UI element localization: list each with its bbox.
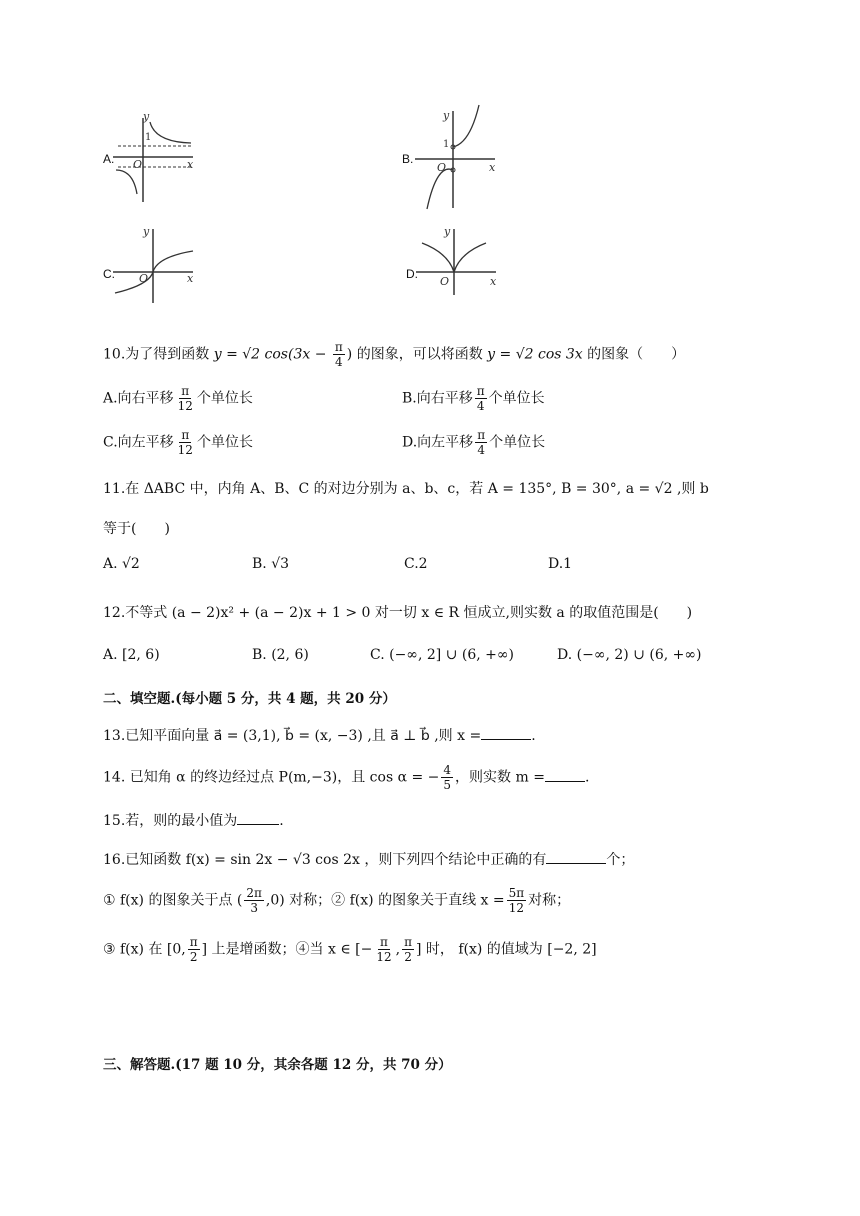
hyperbola-graph-icon bbox=[113, 110, 208, 205]
q12-option-c: C. (−∞, 2] ∪ (6, +∞) bbox=[370, 647, 514, 663]
q10-option-d: D.向左平移 $\frac{\pi}{4}$ 个单位长 bbox=[402, 428, 546, 457]
cuberoot-graph-icon bbox=[113, 225, 208, 305]
q10-option-b: B.向右平移 $\frac{\pi}{4}$ 个单位长 bbox=[402, 384, 545, 413]
question-16-line2: ① f(x) 的图象关于点 ( $\frac{2\pi}{3}$ ,0) 对称；② f(x) 的图象关于直线 x = $\frac{5\pi}{12}$ 对称； bbox=[103, 886, 571, 915]
svg-text:x: x bbox=[187, 158, 194, 171]
sqrt-abs-graph-icon bbox=[416, 225, 511, 305]
q10-option-c: C.向左平移 $\frac{\pi}{12}$ 个单位长 bbox=[103, 428, 253, 457]
svg-text:1: 1 bbox=[145, 132, 152, 143]
svg-text:y: y bbox=[444, 225, 451, 238]
svg-text:O: O bbox=[437, 161, 447, 174]
answer-blank[interactable] bbox=[545, 767, 585, 782]
question-14: 14. 已知角 α 的终边经过点 P(m,−3)，且 cos α = − $\frac{4}{5}$ ，则实数 m = . bbox=[103, 763, 590, 792]
svg-text:x: x bbox=[489, 161, 496, 174]
q11-option-d: D.1 bbox=[548, 556, 573, 572]
section-2-heading: 二、填空题.(每小题 5 分，共 4 题，共 20 分） bbox=[103, 691, 396, 707]
question-13: 13.已知平面向量 a⃗ = (3,1), b⃗ = (x, −3) ,且 a⃗ ⊥ b⃗ ,则 x = . bbox=[103, 725, 536, 745]
question-12: 12.不等式 (a − 2)x² + (a − 2)x + 1 > 0 对一切 x ∈ R 恒成立,则实数 a 的取值范围是( ) bbox=[103, 605, 693, 621]
q12-option-a: A. [2, 6) bbox=[103, 647, 160, 663]
svg-text:y: y bbox=[443, 109, 450, 122]
option-c-label: C. bbox=[103, 267, 115, 281]
option-b-label: B. bbox=[402, 152, 414, 166]
cubic-graph-icon bbox=[415, 103, 510, 213]
svg-text:x: x bbox=[490, 275, 497, 288]
svg-text:1: 1 bbox=[443, 139, 450, 150]
question-11-line2: 等于( ) bbox=[103, 521, 170, 537]
answer-blank[interactable] bbox=[481, 725, 531, 740]
question-16-line1: 16.已知函数 f(x) = sin 2x − √3 cos 2x ，则下列四个结论中正确的有 个； bbox=[103, 849, 634, 869]
answer-blank[interactable] bbox=[237, 810, 279, 825]
section-3-heading: 三、解答题.(17 题 10 分，其余各题 12 分，共 70 分） bbox=[103, 1057, 452, 1073]
question-10: 10.为了得到函数 y = √2 cos(3x − $\frac{\pi}{4}$ ) 的图象，可以将函数 y = √2 cos 3x 的图象（ ） bbox=[103, 340, 686, 369]
svg-text:y: y bbox=[143, 110, 150, 123]
q10-option-a: A.向右平移 $\frac{\pi}{12}$ 个单位长 bbox=[103, 384, 253, 413]
svg-text:y: y bbox=[143, 225, 150, 238]
option-a-label: A. bbox=[103, 152, 115, 166]
answer-blank[interactable] bbox=[546, 849, 606, 864]
q11-option-c: C.2 bbox=[404, 556, 428, 572]
svg-text:x: x bbox=[187, 272, 194, 285]
svg-text:O: O bbox=[440, 275, 450, 288]
svg-text:O: O bbox=[133, 158, 143, 171]
question-16-line3: ③ f(x) 在 [0, $\frac{\pi}{2}$ ] 上是增函数；④当 x ∈ [− $\frac{\pi}{12}$ , $\frac{\pi}{2}$ ] 时， f(x) 的值域为 [−2, 2] bbox=[103, 935, 597, 964]
q11-option-a: A. √2 bbox=[103, 556, 140, 572]
svg-text:O: O bbox=[139, 272, 149, 285]
question-15: 15.若，则的最小值为 . bbox=[103, 810, 284, 830]
q12-option-d: D. (−∞, 2) ∪ (6, +∞) bbox=[557, 647, 702, 663]
q11-option-b: B. √3 bbox=[252, 556, 290, 572]
question-11-line1: 11.在 ΔABC 中，内角 A、B、C 的对边分别为 a、b、c，若 A = 135°, B = 30°, a = √2 ,则 b bbox=[103, 481, 709, 497]
option-d-label: D. bbox=[406, 267, 418, 281]
q12-option-b: B. (2, 6) bbox=[252, 647, 309, 663]
